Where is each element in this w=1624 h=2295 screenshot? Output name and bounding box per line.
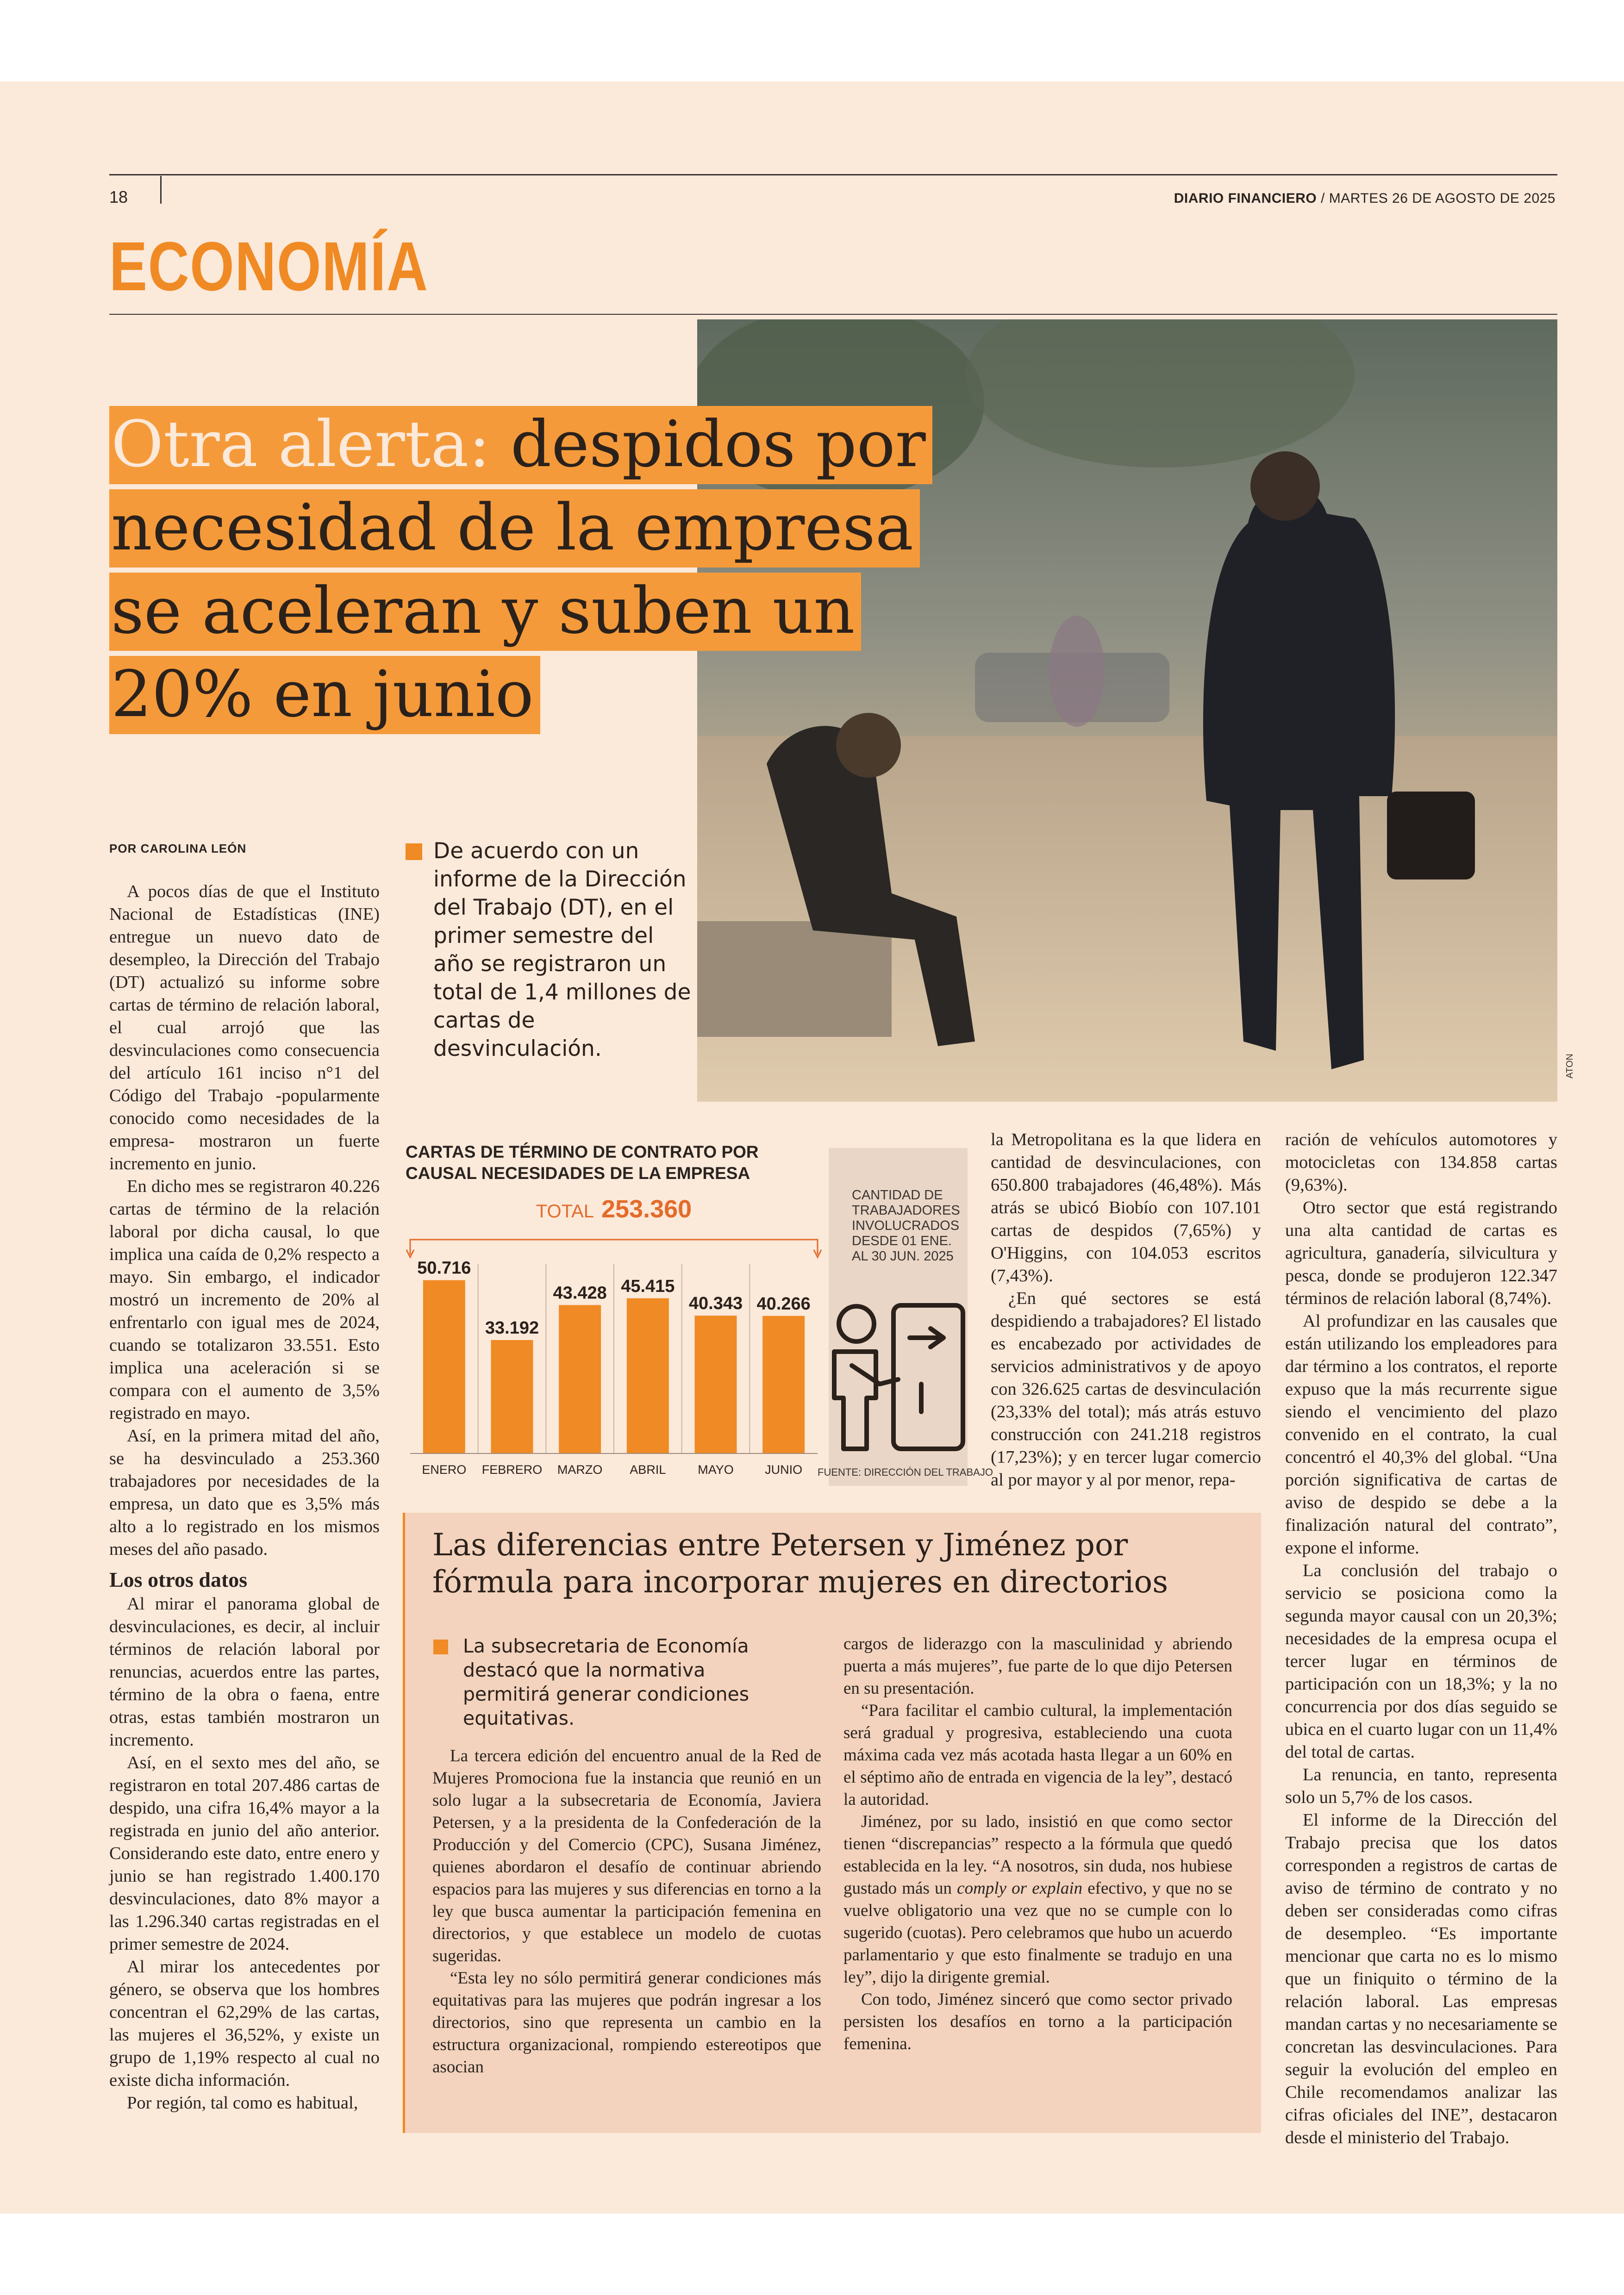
bar xyxy=(695,1316,737,1453)
paragraph: A pocos días de que el Instituto Nacional de Estadísticas (INE) entregue un nuevo dato de desempleo, la Dirección del Trabajo (DT) actualizó su informe sobre cartas de término de relación laboral, el cual arrojó que las desvinculaciones como consecuencia del artículo 161 inciso n°1 del Código del Trabajo -popularmente conocido como necesidades de la empresa- mostraron un fuerte incremento en junio. xyxy=(109,882,380,1173)
paragraph: Al profundizar en las causales que están utilizando los empleadores para dar término a los contratos, el reporte expuso que la más recurrente sigue siendo el vencimiento del plazo convenido en el contrato, la cual concentró el 40,3% del global. “Una porción significativa de cartas de aviso de despido se debe a la finalización natural del contrato”, expone el informe. xyxy=(1285,1311,1557,1558)
category-label: MAYO xyxy=(698,1463,734,1477)
paragraph: La conclusión del trabajo o servicio se posiciona como la segunda mayor causal con un 20,3%; necesidades de la empresa ocupa el tercer lugar en términos de participación con un 18,3%; y la no concurrencia por dos días seguido se ubica en el cuarto lugar con un 11,4% del total de cartas. xyxy=(1285,1561,1557,1762)
bar-chart xyxy=(406,1185,822,1481)
bar xyxy=(491,1340,533,1453)
paragraph: El informe de la Dirección del Trabajo precisa que los datos corresponden a registros de cartas de aviso de término de contrato y no deben ser consideradas como cifras de desempleo. “Es importante mencionar que carta no es lo mismo que un finiquito o término de la relación laboral. Las empresas mandan cartas y no necesariamente se concretan las desvinculaciones. Para seguir la evolución del empleo en Chile recomendamos analizar las cifras oficiales del INE”, destacaron desde el ministerio del Trabajo. xyxy=(1285,1810,1557,2147)
paragraph: ¿En qué sectores se está despidiendo a trabajadores? El listado es encabezado por actividades de servicios administrativos y de apoyo con 326.625 cartas de desvinculación (23,33% del total); más atrás estuvo construcción con 241.218 registros (17,23%); y en tercer lugar comercio al por mayor y al por menor, repa- xyxy=(991,1289,1261,1490)
total-bracket xyxy=(410,1240,818,1254)
article-deck: De acuerdo con un informe de la Dirección del Trabajo (DT), en el primer semestre del año se registraron un total de 1,4 millones de cartas de desvinculación. xyxy=(433,838,691,1061)
headline-line-1 xyxy=(109,406,932,484)
bar-value-label: 50.716 xyxy=(417,1258,471,1278)
photo-credit: ATON xyxy=(1565,1054,1575,1079)
bottom-margin xyxy=(0,2214,1624,2295)
paragraph: Así, en la primera mitad del año, se ha desvinculado a 253.360 trabajadores por necesidades de la empresa, un dato que es 3,5% más alto a lo registrado en los mismos meses del año pasado. xyxy=(109,1426,380,1559)
sidebar-story-deck: La subsecretaria de Economía destacó que la normativa permitirá generar condiciones equitativas. xyxy=(463,1635,750,1729)
page-number: 18 xyxy=(109,187,128,206)
paragraph xyxy=(843,1811,1232,1989)
headline-lead: Otra alerta: xyxy=(111,407,490,481)
bar-value-label: 45.415 xyxy=(621,1276,675,1296)
paragraph: Otro sector que está registrando una alta cantidad de cartas es agricultura, ganadería, silvicultura y pesca, donde se produjeron 122.347 términos de relación laboral (8,74%). xyxy=(1285,1198,1557,1308)
sidebar-story-title: Las diferencias entre Petersen y Jiménez por fórmula para incorporar mujeres en directorios xyxy=(432,1527,1168,1600)
category-label: ABRIL xyxy=(630,1463,666,1477)
deck-bullet xyxy=(406,843,422,860)
quote-text: Jiménez, por su lado, insistió en que como sector tienen “discrepancias” respecto a la fórmula que quedó establecida en la ley. “A nosotros, sin duda, nos hubiese gustado más un xyxy=(843,1812,1232,1898)
bar-value-label: 40.343 xyxy=(688,1294,743,1314)
paragraph: Al mirar el panorama global de desvinculaciones, es decir, al incluir términos de relación laboral por renuncias, acuerdos entre las partes, término de la obra o faena, entre otras, estas también mostraron un incremento. xyxy=(109,1594,380,1750)
chart-plot-area xyxy=(406,1240,821,1477)
chart-title: CARTAS DE TÉRMINO DE CONTRATO POR CAUSAL NECESIDADES DE LA EMPRESA xyxy=(406,1142,759,1183)
sidebar-story-column-1 xyxy=(432,1745,821,2078)
headline-line-4: 20% en junio xyxy=(109,656,540,734)
paragraph: Así, en el sexto mes del año, se registraron en total 207.486 cartas de despido, una cifra 16,4% mayor a la registrada en junio del año anterior. Considerando este dato, entre enero y junio se han registrado 1.400.170 desvinculaciones, dato 8% mayor a las 1.296.340 cartas registradas en el primer semestre de 2024. xyxy=(109,1753,380,1954)
section-rule xyxy=(109,314,1557,315)
chart-total-value: 253.360 xyxy=(601,1195,692,1223)
paragraph: Por región, tal como es habitual, xyxy=(127,2093,358,2113)
headline-line-3: se aceleran y suben un xyxy=(109,573,861,651)
paragraph: ración de vehículos automotores y motocicletas con 134.858 cartas (9,63%). xyxy=(1285,1130,1557,1195)
bar xyxy=(762,1316,805,1453)
paragraph: la Metropolitana es la que lidera en cantidad de desvinculaciones, con 650.800 trabajadores (46,48%). Más atrás se ubicó Biobío con 107.101 cartas de despidos (7,65%) y O'Higgins, con 104.053 escritos (7,43%). xyxy=(991,1130,1261,1285)
sidebar-deck-bullet xyxy=(433,1640,448,1654)
byline: POR CAROLINA LEÓN xyxy=(109,842,247,855)
chart-side-label: CANTIDAD DE TRABAJADORES INVOLUCRADOS DESDE 01 ENE. AL 30 JUN. 2025 xyxy=(852,1188,960,1264)
section-title: ECONOMÍA xyxy=(109,227,429,305)
bar-value-label: 40.266 xyxy=(756,1294,811,1314)
chart-source: FUENTE: DIRECCIÓN DEL TRABAJO xyxy=(818,1466,993,1478)
article-column-4 xyxy=(1285,1129,1557,2149)
article-column-1 xyxy=(109,880,380,2114)
bar xyxy=(627,1298,669,1453)
paragraph: “Para facilitar el cambio cultural, la implementación será gradual y progresiva, estableciendo una cuota máxima cada vez más acotada hasta llegar a un 60% en el séptimo año de entrada en vigencia de la ley”, destacó la autoridad. xyxy=(843,1701,1232,1809)
category-label: JUNIO xyxy=(765,1463,803,1477)
quote-emphasis: comply or explain xyxy=(957,1879,1083,1898)
category-label: FEBRERO xyxy=(481,1463,543,1477)
category-label: ENERO xyxy=(422,1463,467,1477)
headline-line-2: necesidad de la empresa xyxy=(109,489,920,568)
bar xyxy=(423,1280,465,1453)
publication-name: DIARIO FINANCIERO xyxy=(1174,191,1317,206)
quote-text: efectivo, y que no se vuelve obligatorio una vez que no se cumple con lo sugerido (cuotas). Pero celebramos que hubo un acuerdo parlamentario y que esto finalmente se tradujo en una ley”, dijo la dirigente gremial. xyxy=(843,1879,1232,1987)
paragraph: La renuncia, en tanto, representa solo un 5,7% de los casos. xyxy=(1285,1765,1557,1807)
header-rule xyxy=(109,174,1557,175)
issue-date: / MARTES 26 DE AGOSTO DE 2025 xyxy=(1317,191,1555,206)
top-margin xyxy=(0,0,1624,81)
paragraph: cargos de liderazgo con la masculinidad y abriendo puerta a más mujeres”, fue parte de lo que dijo Petersen en su presentación. xyxy=(843,1634,1232,1698)
bar-value-label: 33.192 xyxy=(485,1318,539,1338)
bar xyxy=(559,1305,601,1453)
headline xyxy=(109,403,1031,736)
paragraph: “Esta ley no sólo permitirá generar condiciones más equitativas para las mujeres que podrán ingresar a los directorios, sino que representa un cambio en la estructura organizacional, rompiendo estereotipos que asocian xyxy=(432,1969,821,2077)
paragraph: Al mirar los antecedentes por género, se observa que los hombres concentran el 62,29% de las cartas, las mujeres el 36,52%, y existe un grupo de 1,19% respecto al cual no existe dicha información. xyxy=(109,1957,380,2090)
paragraph: Con todo, Jiménez sinceró que como sector privado persisten los desafíos en torno a la participación femenina. xyxy=(843,1990,1232,2053)
paragraph: En dicho mes se registraron 40.226 cartas de término de la relación laboral por dicha causal, lo que implica una caída de 0,2% respecto a mayo. Sin embargo, el indicador mostró un incremento de 20% al enfrentarlo con igual mes de 2024, cuando se totalizaron 33.551. Esto implica una aceleración si se compara con el aumento de 3,5% registrado en mayo. xyxy=(109,1177,380,1423)
bar-value-label: 43.428 xyxy=(553,1283,607,1303)
column-subheading: Los otros datos xyxy=(109,1568,248,1591)
chart-total xyxy=(536,1195,692,1223)
paragraph: La tercera edición del encuentro anual de la Red de Mujeres Promociona fue la instancia que reunió en un solo lugar a la subsecretaria de Economía, Javiera Petersen, y a la presidenta de la Confederación de la Producción y del Comercio (CPC), Susana Jiménez, quienes abordaron el desafío de continuar abriendo espacios para las mujeres y sus diferencias en torno a la ley que busca aumentar la participación femenina en directorios, y que establece un modelo de cuotas sugeridas. xyxy=(432,1746,821,1965)
chart-total-label: TOTAL xyxy=(536,1201,594,1222)
page-number-divider xyxy=(160,176,162,204)
headline-line-1-rest: despidos por xyxy=(490,407,926,481)
worker-door-icon xyxy=(824,1296,972,1453)
article-column-3 xyxy=(991,1129,1261,1491)
masthead xyxy=(1174,191,1555,206)
category-label: MARZO xyxy=(557,1463,603,1477)
sidebar-story-column-2 xyxy=(843,1633,1232,2055)
sidebar-story-accent xyxy=(403,1513,405,2133)
